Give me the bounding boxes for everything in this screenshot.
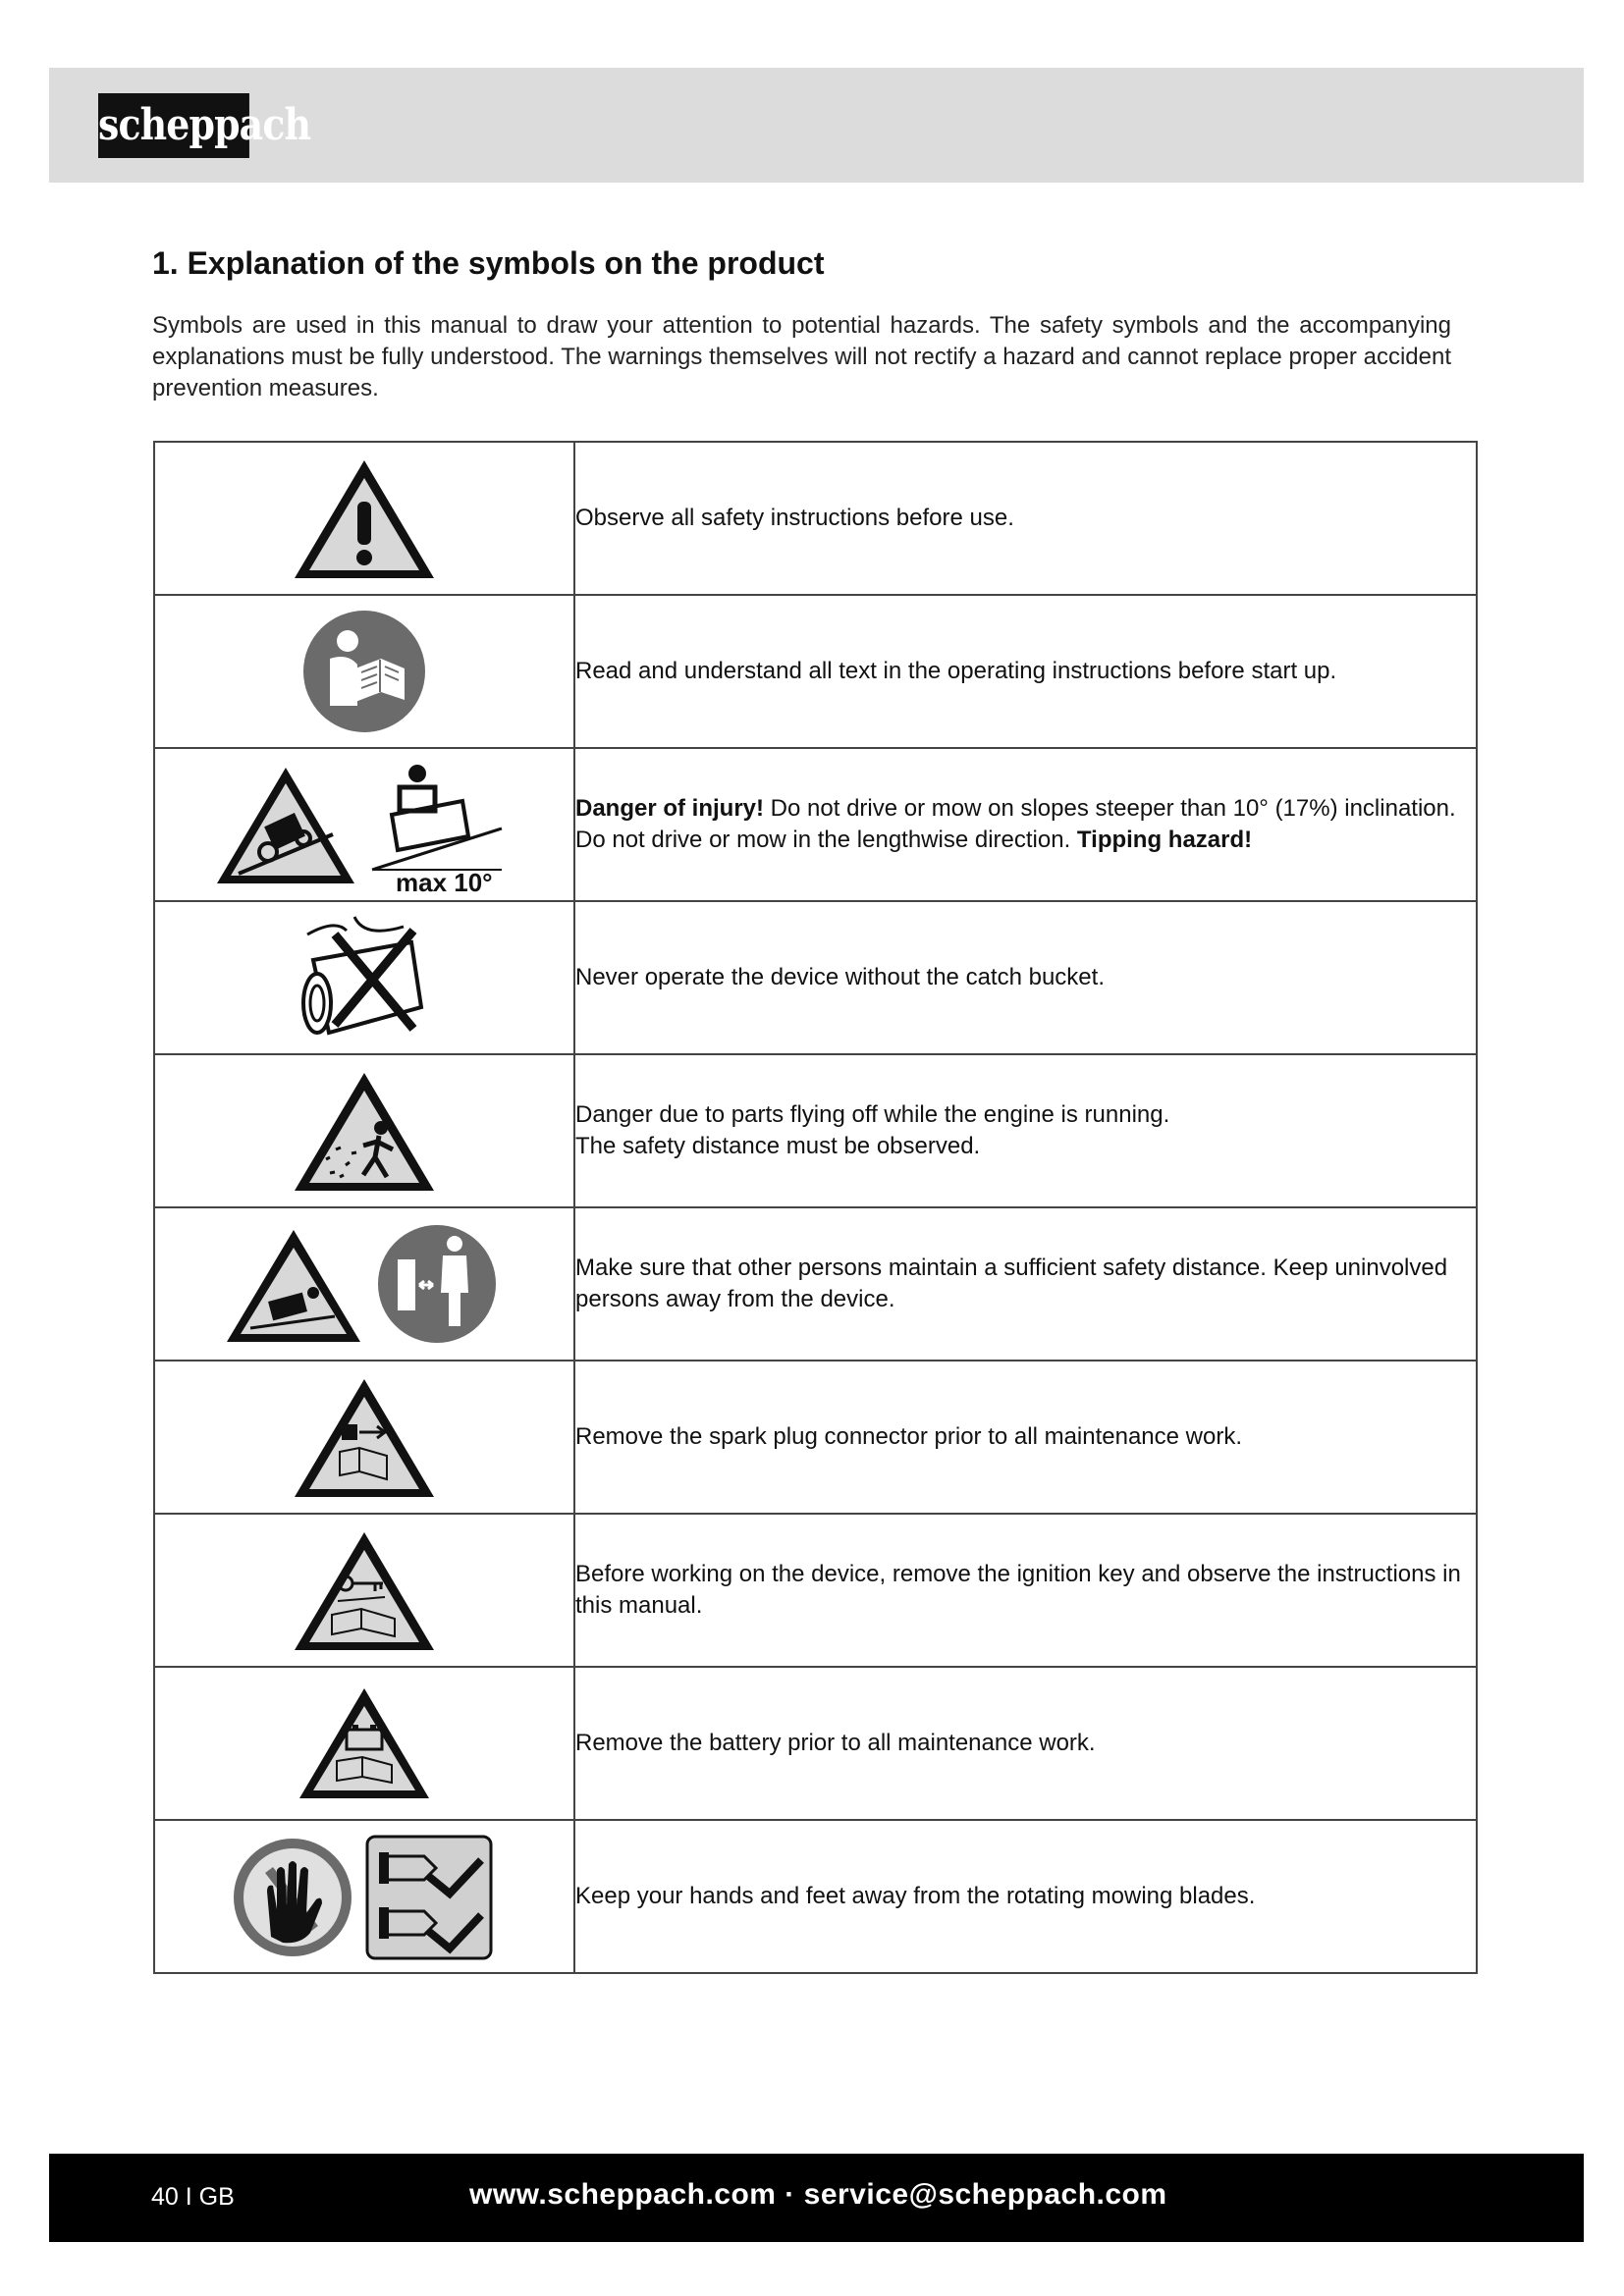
spark-plug-icon	[291, 1373, 438, 1501]
table-row	[154, 1054, 1477, 1207]
row-text: Keep your hands and feet away from the rotating mowing blades.	[574, 1820, 1477, 1973]
ignition-key-icon	[291, 1526, 438, 1654]
row-text: Observe all safety instructions before use.	[574, 442, 1477, 595]
table-row	[154, 1820, 1477, 1973]
table-row	[154, 748, 1477, 901]
keep-distance-icon	[227, 1220, 502, 1348]
table-row	[154, 1514, 1477, 1667]
row-text: Make sure that other persons maintain a sufficient safety distance. Keep uninvolved persons away from the device.	[574, 1207, 1477, 1361]
section-title: 1. Explanation of the symbols on the product	[152, 245, 825, 281]
row-text: Read and understand all text in the operating instructions before start up.	[574, 595, 1477, 748]
slope-limit-label: max 10°	[396, 868, 493, 893]
read-manual-icon	[300, 608, 428, 735]
scheppach-logo: scheppach	[98, 93, 249, 158]
row-text: Remove the battery prior to all maintenance work.	[574, 1667, 1477, 1820]
footer-contact: www.scheppach.com · service@scheppach.com	[469, 2178, 1167, 2211]
table-row	[154, 1207, 1477, 1361]
header-band	[49, 68, 1584, 183]
row-text: Remove the spark plug connector prior to all maintenance work.	[574, 1361, 1477, 1514]
symbols-table	[153, 441, 1478, 1974]
footer-band	[49, 2154, 1584, 2242]
row-text: Before working on the device, remove the ignition key and observe the instructions in this manual.	[574, 1514, 1477, 1667]
table-row	[154, 1361, 1477, 1514]
row-text: Danger of injury! Do not drive or mow on slopes steeper than 10° (17%) inclination. Do not drive or mow in the lengthwise direction. Tipping hazard!	[574, 748, 1477, 901]
table-row	[154, 901, 1477, 1054]
page-number: 40 I GB	[151, 2183, 235, 2211]
row-text: Danger due to parts flying off while the engine is running. The safety distance must be observed.	[574, 1054, 1477, 1207]
no-catch-bucket-icon	[296, 909, 433, 1046]
slope-tipping-hazard-icon	[217, 756, 512, 893]
table-row	[154, 595, 1477, 748]
intro-paragraph: Symbols are used in this manual to draw your attention to potential hazards. The safety symbols and the accompanying explanations must be fully understood. The warnings themselves will not rectify a hazard and cannot replace proper accident prevention measures.	[152, 312, 1451, 401]
table-row	[154, 442, 1477, 595]
row-text: Never operate the device without the catch bucket.	[574, 901, 1477, 1054]
table-row	[154, 1667, 1477, 1820]
battery-icon	[296, 1682, 433, 1804]
hands-feet-blades-icon	[232, 1831, 497, 1962]
flying-parts-icon	[291, 1067, 438, 1195]
warning-exclamation-icon	[291, 454, 438, 582]
